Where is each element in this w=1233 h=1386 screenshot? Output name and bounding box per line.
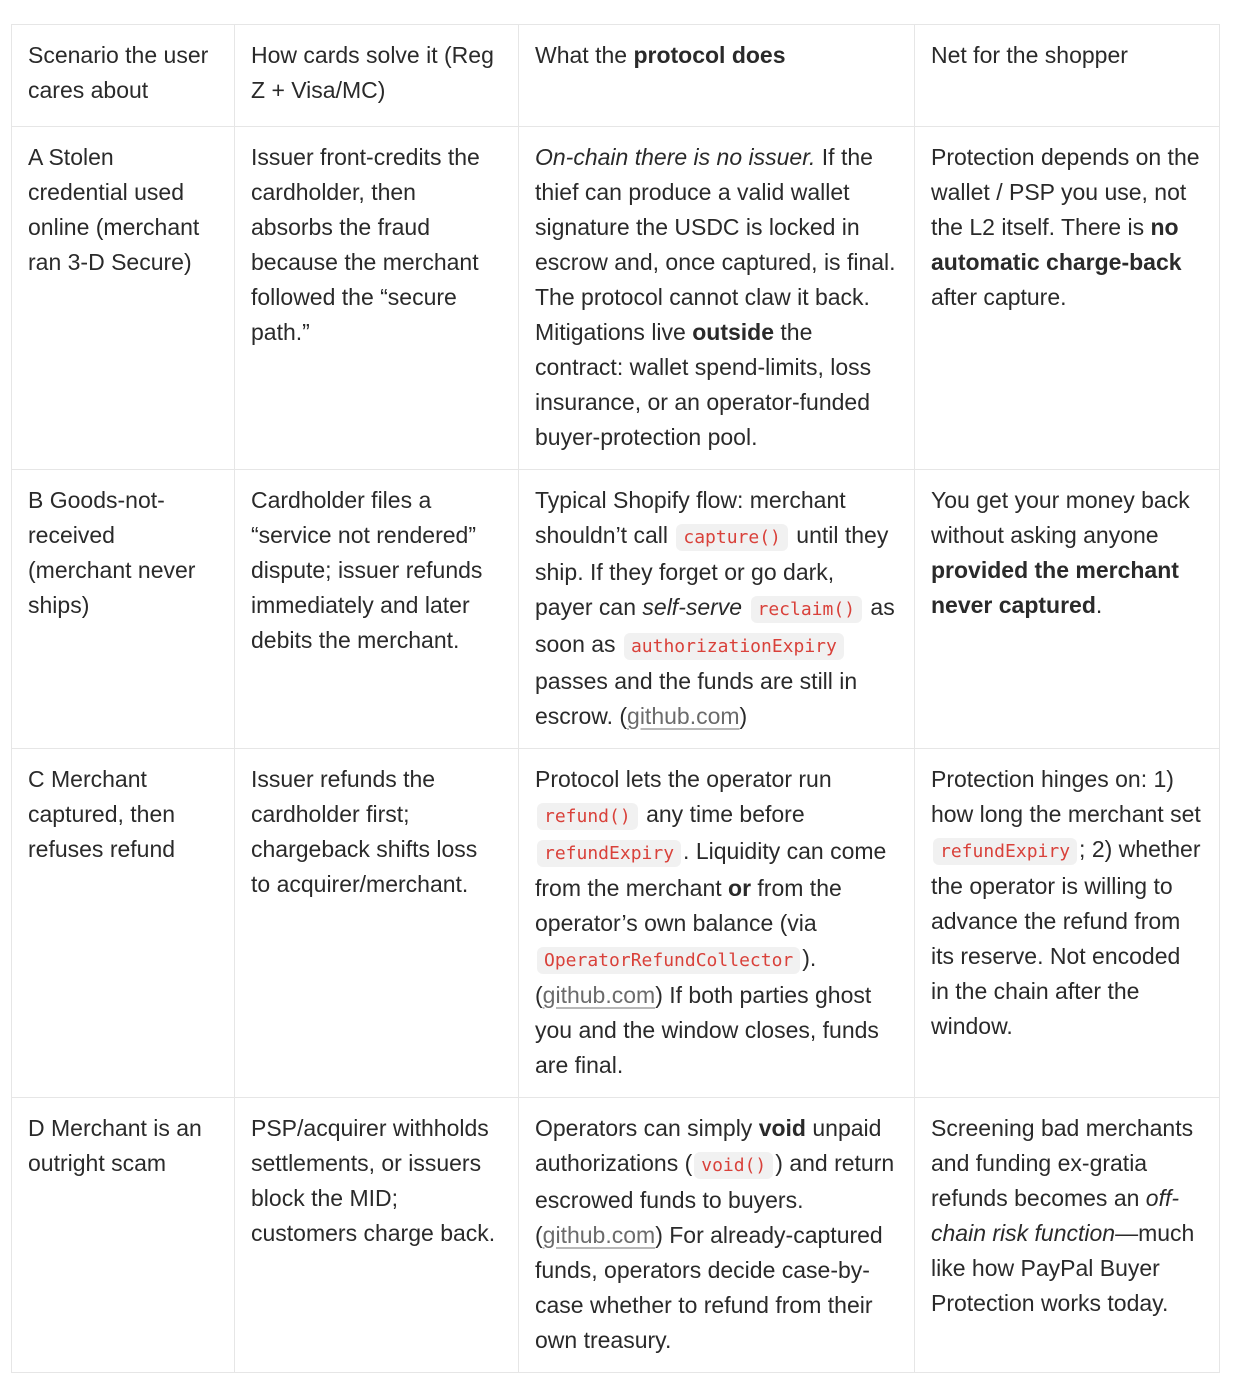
header-scenario: Scenario the user cares about — [12, 25, 235, 127]
header-cards: How cards solve it (Reg Z + Visa/MC) — [235, 25, 519, 127]
net-cell: Protection hinges on: 1) how long the merchant set refundExpiry ; 2) whether the operator is willing to advance the refund from its reserve. Not encoded in the chain after the window. — [915, 749, 1220, 1098]
protocol-cell: Operators can simply void unpaid authorizations ( void() ) and return escrowed funds to buyers.(github.com) For already-captured funds, operators decide case-by-case whether to refund from their own treasury. — [519, 1098, 915, 1373]
scenario-cell: A Stolen credential used online (merchant ran 3-D Secure) — [12, 127, 235, 470]
cards-cell: Issuer refunds the cardholder first; chargeback shifts loss to acquirer/merchant. — [235, 749, 519, 1098]
code-refund-expiry: refundExpiry — [537, 840, 681, 867]
table-row — [12, 749, 1220, 1098]
code-reclaim: reclaim() — [751, 596, 863, 623]
source-link[interactable]: github.com — [627, 703, 740, 729]
table-row — [12, 1098, 1220, 1373]
code-refund-expiry: refundExpiry — [933, 838, 1077, 865]
net-cell: You get your money back without asking anyone provided the merchant never captured. — [915, 470, 1220, 749]
code-capture: capture() — [676, 524, 788, 551]
header-protocol: What the protocol does — [519, 25, 915, 127]
cards-cell: Issuer front-credits the cardholder, then absorbs the fraud because the merchant followed the “secure path.” — [235, 127, 519, 470]
code-authorization-expiry: authorizationExpiry — [624, 633, 844, 660]
comparison-table — [11, 24, 1220, 1373]
header-net: Net for the shopper — [915, 25, 1220, 127]
scenario-cell: B Goods-not-received (merchant never ships) — [12, 470, 235, 749]
table-row — [12, 470, 1220, 749]
code-void: void() — [694, 1152, 773, 1179]
code-refund: refund() — [537, 803, 638, 830]
source-link[interactable]: github.com — [542, 1222, 656, 1248]
protocol-cell: Typical Shopify flow: merchant shouldn’t call capture() until they ship. If they forget or go dark, payer can self-serve reclaim() as soon as authorizationExpiry passes and the funds are still in escrow. (github.com) — [519, 470, 915, 749]
protocol-cell: On-chain there is no issuer. If the thief can produce a valid wallet signature the USDC is locked in escrow and, once captured, is final. The protocol cannot claw it back. Mitigations live outside the contract: wallet spend-limits, loss insurance, or an operator-funded buyer-protection pool. — [519, 127, 915, 470]
code-operator-refund-collector: OperatorRefundCollector — [537, 947, 800, 974]
cards-cell: Cardholder files a “service not rendered” dispute; issuer refunds immediately and later debits the merchant. — [235, 470, 519, 749]
source-link[interactable]: github.com — [542, 982, 656, 1008]
scenario-cell: C Merchant captured, then refuses refund — [12, 749, 235, 1098]
table-row — [12, 127, 1220, 470]
protocol-cell: Protocol lets the operator run refund() any time before refundExpiry . Liquidity can come from the merchant or from the operator’s own balance (via OperatorRefundCollector ). (github.com) If both parties ghost you and the window closes, funds are final. — [519, 749, 915, 1098]
cards-cell: PSP/acquirer withholds settlements, or issuers block the MID; customers charge back. — [235, 1098, 519, 1373]
net-cell: Screening bad merchants and funding ex-gratia refunds becomes an off-chain risk function—much like how PayPal Buyer Protection works today. — [915, 1098, 1220, 1373]
net-cell: Protection depends on the wallet / PSP you use, not the L2 itself. There is no automatic charge-back after capture. — [915, 127, 1220, 470]
table-header-row — [12, 25, 1220, 127]
scenario-cell: D Merchant is an outright scam — [12, 1098, 235, 1373]
